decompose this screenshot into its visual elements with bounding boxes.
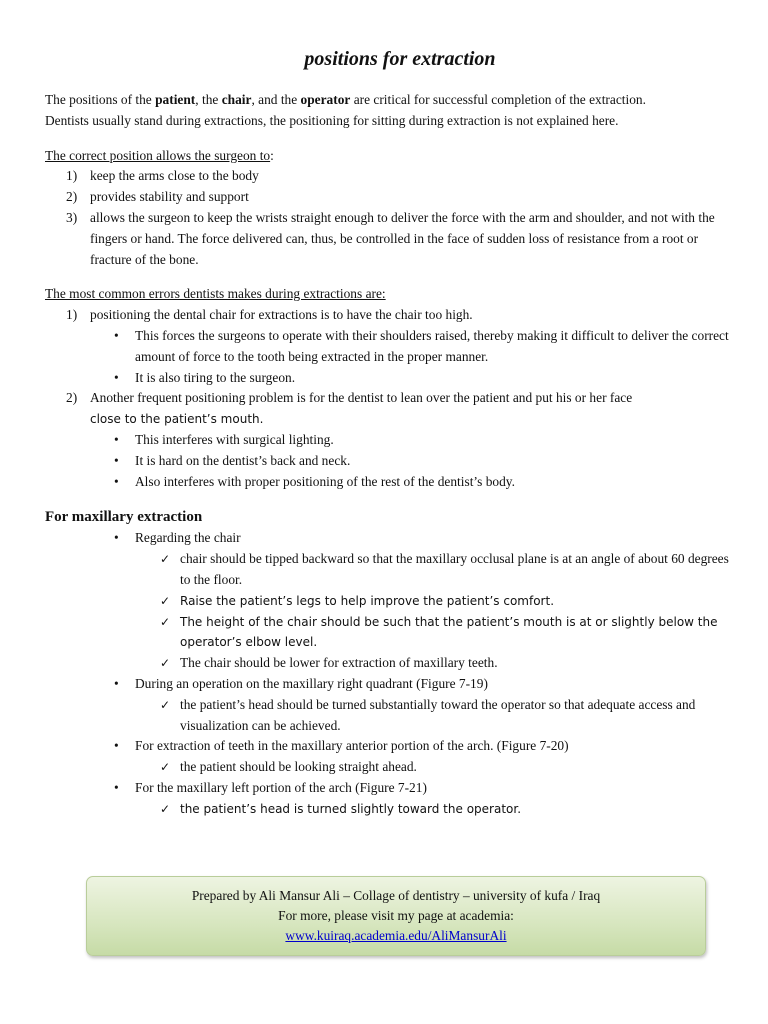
maxillary-checks-1	[45, 549, 735, 674]
bullet-item: • Regarding the chair	[45, 528, 735, 549]
intro-line-2: Dentists usually stand during extractions, the positioning for sitting during extraction is not explained here.	[45, 112, 619, 128]
intro-text: , the	[195, 92, 222, 107]
maxillary-section-3	[45, 736, 735, 757]
bullet-item	[45, 451, 735, 472]
check-item	[45, 653, 735, 674]
academia-link[interactable]: www.kuiraq.academia.edu/AliMansurAli	[285, 928, 507, 943]
page-title: positions for extraction	[304, 48, 496, 70]
item-text-continued: close to the patient’s mouth.	[90, 412, 264, 427]
check-icon: ✓	[160, 760, 171, 775]
check-text: chair should be tipped backward so that the maxillary occlusal plane is at an angle of about 60 degrees to the floor.	[180, 551, 729, 587]
correct-list	[45, 166, 735, 270]
bullet-text: It is hard on the dentist’s back and neck.	[135, 452, 351, 468]
errors-list-2	[45, 388, 735, 430]
errors-heading: The most common errors dentists makes during extractions are:	[45, 286, 386, 302]
bullet-item: • For extraction of teeth in the maxillary anterior portion of the arch. (Figure 7-20)	[45, 736, 735, 757]
item-text: keep the arms close to the body	[90, 168, 259, 184]
bullet-item	[45, 472, 735, 493]
item-number: 3)	[66, 209, 78, 225]
bullet-item: • It is also tiring to the surgeon.	[45, 368, 735, 389]
check-icon: ✓	[160, 656, 171, 671]
check-item	[45, 591, 735, 612]
check-item	[45, 799, 735, 820]
intro-bold-patient: patient	[155, 92, 196, 107]
footer-line-1: Prepared by Ali Mansur Ali – Collage of dentistry – university of kufa / Iraq	[191, 888, 601, 903]
check-text: the patient’s head is turned slightly toward the operator.	[180, 801, 522, 816]
maxillary-checks-3	[45, 757, 735, 778]
bullet-item: • This interferes with surgical lighting.	[45, 430, 735, 451]
item-number: 2)	[66, 189, 78, 205]
item-number: 2)	[66, 390, 78, 406]
errors-2-bullets	[45, 430, 735, 492]
maxillary-section-2	[45, 674, 735, 695]
check-text: The height of the chair should be such that the patient’s mouth is at or slightly below the operator’s elbow level.	[180, 614, 718, 650]
check-text: Raise the patient’s legs to help improve the patient’s comfort.	[180, 593, 555, 608]
bullet-text: Also interferes with proper positioning of the rest of the dentist’s body.	[135, 473, 515, 489]
list-item	[45, 388, 735, 430]
list-item	[45, 166, 735, 187]
check-item	[45, 757, 735, 778]
errors-1-bullets	[45, 326, 735, 388]
item-text: Another frequent positioning problem is for the dentist to lean over the patient and put his or her face	[90, 390, 633, 406]
check-text: the patient should be looking straight ahead.	[180, 759, 417, 775]
item-text: allows the surgeon to keep the wrists straight enough to deliver the force with the arm and shoulder, and not with the fingers or hand. The force delivered can, thus, be controlled in the face of sudden loss of resistance from a root or fracture of the bone.	[90, 209, 715, 267]
list-item	[45, 208, 735, 270]
maxillary-checks-4	[45, 799, 735, 820]
check-item	[45, 612, 735, 654]
check-icon: ✓	[160, 614, 171, 629]
bullet-item: • For the maxillary left portion of the arch (Figure 7-21)	[45, 778, 735, 799]
bullet-item: • During an operation on the maxillary right quadrant (Figure 7-19)	[45, 674, 735, 695]
item-number: 1)	[66, 307, 78, 323]
item-number: 1)	[66, 168, 78, 184]
errors-list	[45, 305, 735, 326]
check-icon: ✓	[160, 593, 171, 608]
maxillary-section-4	[45, 778, 735, 799]
correct-heading	[45, 146, 735, 167]
item-text: positioning the dental chair for extractions is to have the chair too high.	[90, 307, 473, 323]
footer-line-2: For more, please visit my page at academia:	[278, 908, 514, 923]
check-item	[45, 695, 735, 737]
bullet-item: • This forces the surgeons to operate with their shoulders raised, thereby making it difficult to deliver the correct amount of force to the tooth being extracted in the proper manner.	[45, 326, 735, 368]
correct-heading-colon: :	[270, 147, 274, 163]
maxillary-section-1	[45, 528, 735, 549]
intro-paragraph	[45, 90, 735, 132]
list-item	[45, 305, 735, 326]
check-icon: ✓	[160, 801, 171, 816]
intro-text: , and the	[251, 92, 301, 107]
check-icon: ✓	[160, 697, 171, 712]
intro-text: are critical for successful completion of the extraction.	[350, 92, 646, 107]
document-page	[45, 44, 735, 820]
check-text: The chair should be lower for extraction of maxillary teeth.	[180, 655, 498, 671]
footer-box	[86, 876, 706, 956]
intro-bold-operator: operator	[300, 92, 351, 107]
maxillary-heading: For maxillary extraction	[45, 509, 203, 526]
check-text: the patient’s head should be turned substantially toward the operator so that adequate access and visualization can be achieved.	[180, 696, 696, 733]
intro-bold-chair: chair	[221, 92, 252, 107]
check-icon: ✓	[160, 552, 171, 567]
maxillary-checks-2	[45, 695, 735, 737]
correct-heading-text: The correct position allows the surgeon to	[45, 147, 271, 163]
item-text: provides stability and support	[90, 189, 249, 205]
check-item	[45, 549, 735, 591]
intro-text: The positions of the	[45, 92, 156, 107]
list-item	[45, 187, 735, 208]
